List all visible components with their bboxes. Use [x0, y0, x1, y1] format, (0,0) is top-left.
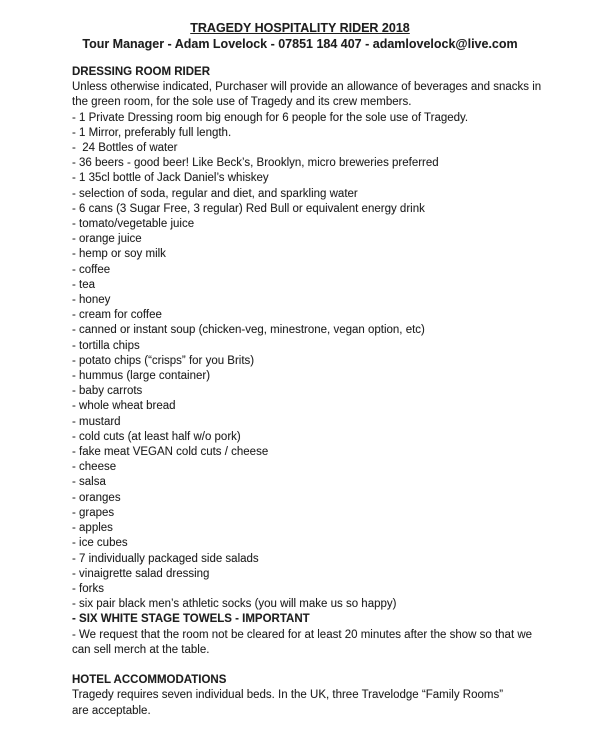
- document-line: - 6 cans (3 Sugar Free, 3 regular) Red Bull or equivalent energy drink: [72, 202, 425, 215]
- document-line: are acceptable.: [72, 704, 151, 717]
- document-line: - 1 35cl bottle of Jack Daniel’s whiskey: [72, 172, 269, 185]
- document-line: - tortilla chips: [72, 339, 140, 352]
- document-line: - six pair black men’s athletic socks (you will make us so happy): [72, 598, 397, 611]
- document-line: - 1 Mirror, preferably full length.: [72, 126, 232, 139]
- section-heading: DRESSING ROOM RIDER: [72, 66, 211, 78]
- document-line: - SIX WHITE STAGE TOWELS - IMPORTANT: [72, 613, 310, 626]
- document-section: [72, 673, 554, 719]
- document-section: [72, 65, 554, 658]
- document-line: can sell merch at the table.: [72, 643, 210, 656]
- document-line: - whole wheat bread: [72, 400, 176, 413]
- document-subtitle: Tour Manager - Adam Lovelock - 07851 184 407 - adamlovelock@live.com: [82, 37, 518, 51]
- document-line: - cream for coffee: [72, 309, 162, 322]
- document-line: - grapes: [72, 506, 115, 519]
- document-line: - selection of soda, regular and diet, and sparkling water: [72, 187, 358, 200]
- section-heading: HOTEL ACCOMMODATIONS: [72, 674, 227, 687]
- document-body: [72, 65, 554, 719]
- document-line: - hummus (large container): [72, 370, 211, 383]
- document-line: - vinaigrette salad dressing: [72, 567, 210, 580]
- document-line: - hemp or soy milk: [72, 248, 166, 261]
- document-line: - oranges: [72, 491, 121, 504]
- document-line: - cold cuts (at least half w/o pork): [72, 430, 241, 443]
- document-line: - cheese: [72, 461, 117, 474]
- document-line: - 36 beers - good beer! Like Beck’s, Brooklyn, micro breweries preferred: [72, 157, 439, 170]
- document-line: the green room, for the sole use of Tragedy and its crew members.: [72, 96, 412, 109]
- document-line: - salsa: [72, 476, 106, 489]
- document-line: - potato chips (“crisps” for you Brits): [72, 354, 255, 367]
- document-line: Tragedy requires seven individual beds. In the UK, three Travelodge “Family Rooms”: [72, 689, 504, 702]
- document-line: - forks: [72, 582, 104, 595]
- document-line: - ice cubes: [72, 537, 128, 550]
- document-line: - tea: [72, 278, 96, 291]
- document-line: - mustard: [72, 415, 121, 428]
- document-line: - 24 Bottles of water: [72, 142, 178, 155]
- document-line: - honey: [72, 294, 111, 307]
- document-line: Unless otherwise indicated, Purchaser will provide an allowance of beverages and snacks in: [72, 81, 542, 94]
- document-line: - apples: [72, 522, 113, 535]
- document-line: - fake meat VEGAN cold cuts / cheese: [72, 446, 269, 459]
- document-title: TRAGEDY HOSPITALITY RIDER 2018: [190, 21, 410, 35]
- document-line: - 1 Private Dressing room big enough for 6 people for the sole use of Tragedy.: [72, 111, 469, 124]
- document-line: - 7 individually packaged side salads: [72, 552, 259, 565]
- document-line: - We request that the room not be cleared for at least 20 minutes after the show so that we: [72, 628, 533, 641]
- document-line: - baby carrots: [72, 385, 143, 398]
- document-line: - coffee: [72, 263, 111, 276]
- document-line: - tomato/vegetable juice: [72, 218, 195, 231]
- document-line: - canned or instant soup (chicken-veg, minestrone, vegan option, etc): [72, 324, 425, 337]
- document-line: - orange juice: [72, 233, 142, 246]
